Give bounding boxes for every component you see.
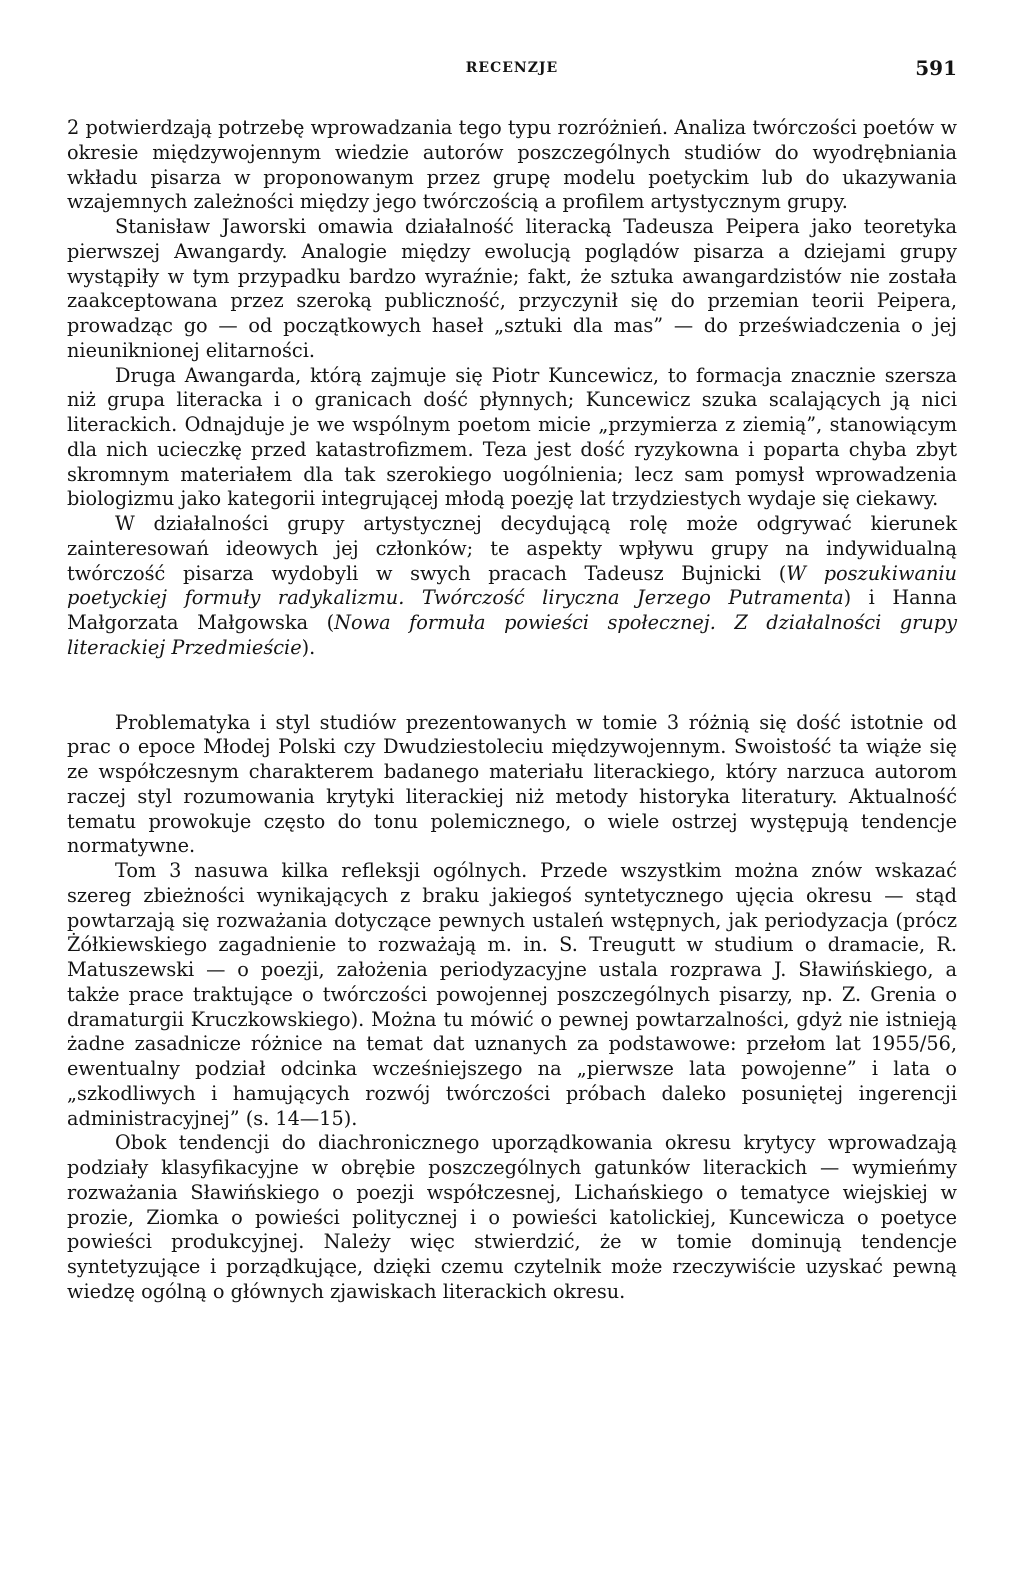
paragraph-3: Druga Awangarda, którą zajmuje się Piotr Kuncewicz, to formacja znacznie szersza niż grupa literacka i o granicach dość płynnych; Kuncewicz szuka scalających ją nici literackich. Odnajduje je we wspólnym poetom micie „przymierza z ziemią”, stanowiącym dla nich ucieczkę przed katastrofizmem. Teza jest dość ryzykowna i poparta chyba zbyt skromnym materiałem dla tak szerokiego uogólnienia; lecz sam pomysł wprowadzenia biologizmu jako kategorii integrującej młodą poezję lat trzydziestych wydaje się ciekawy. <box>67 363 957 511</box>
paragraph-4-text-a: W działalności grupy artystycznej decydującą rolę może odgrywać kierunek zainteresowań ideowych jej członków; te aspekty wpływu grupy na indywidualną twórczość pisarza wydobyli w swych pracach Tadeusz Bujnicki ( <box>67 512 957 585</box>
section-gap <box>67 661 957 711</box>
page-number: 591 <box>915 56 957 80</box>
paragraph-5: Problematyka i styl studiów prezentowanych w tomie 3 różnią się dość istotnie od prac o epoce Młodej Polski czy Dwudziestoleciu międzywojennym. Swoistość ta wiąże się ze współczesnym charakterem badanego materiału literackiego, który narzuca autorom raczej styl rozumowania krytyki literackiej niż metody historyka literatury. Aktualność tematu prowokuje często do tonu polemicznego, o wiele ostrzej występują tendencje normatywne. <box>67 710 957 858</box>
paragraph-4 <box>67 512 957 661</box>
paragraph-2: Stanisław Jaworski omawia działalność literacką Tadeusza Peipera jako teoretyka pierwszej Awangardy. Analogie między ewolucją poglądów pisarza a dziejami grupy wystąpiły w tym przypadku bardzo wyraźnie; fakt, że sztuka awangardzistów nie została zaakceptowana przez szeroką publiczność, przyczynił się do przemian teorii Peipera, prowadząc go — od początkowych haseł „sztuki dla mas” — do przeświadczenia o jej nieuniknionej elitarności. <box>67 215 957 362</box>
paragraph-7: Obok tendencji do diachronicznego uporządkowania okresu krytycy wprowadzają podziały klasyfikacyjne w obrębie poszczególnych gatunków literackich — wymieńmy rozważania Sławińskiego o poezji współczesnej, Lichańskiego o tematyce wiejskiej w prozie, Ziomka o powieści politycznej i o powieści katolickiej, Kuncewicza o poetyce powieści produkcyjnej. Należy więc stwierdzić, że w tomie dominują tendencje syntetyzujące i porządkujące, dzięki czemu czytelnik może rzeczywiście uzyskać pewną wiedzę ogólną o głównych zjawiskach literackich okresu. <box>67 1131 957 1303</box>
work-title-malgowska: Nowa formuła powieści społecznej. Z działalności grupy literackiej Przedmieście <box>67 611 957 659</box>
running-head: RECENZJE <box>465 60 559 76</box>
work-title-bujnicki: W poszukiwaniu poetyckiej formuły radykalizmu. Twórczość liryczna Jerzego Putramenta <box>67 561 957 610</box>
paragraph-6: Tom 3 nasuwa kilka refleksji ogólnych. Przede wszystkim można znów wskazać szereg zbieżności wynikających z braku jakiegoś syntetycznego ujęcia okresu — stąd powtarzają się rozważania dotyczące pewnych ustaleń wstępnych, jak periodyzacja (prócz Żółkiewskiego zagadnienie to rozważają m. in. S. Treugutt w studium o dramacie, R. Matuszewski — o poezji, założenia periodyzacyjne ustala rozprawa J. Sławińskiego, a także prace traktujące o twórczości powojennej poszczególnych pisarzy, np. Z. Grenia o dramaturgii Kruczkowskiego). Można tu mówić o pewnej powtarzalności, gdyż nie istnieją żadne zasadnicze różnice na temat dat uznanych za podstawowe: przełom lat 1955/56, ewentualny podział odcinka wcześniejszego na „pierwsze lata powojenne” i lata o „szkodliwych i hamujących rozwój twórczości próbach daleko posuniętej ingerencji administracyjnej” (s. 14—15). <box>67 859 957 1130</box>
paragraph-1: 2 potwierdzają potrzebę wprowadzania tego typu rozróżnień. Analiza twórczości poetów w okresie międzywojennym wiedzie autorów poszczególnych studiów do wyodrębniania wkładu pisarza w proponowanym przez grupę modelu poetyckim lub do ukazywania wzajemnych zależności między jego twórczością a profilem artystycznym grupy. <box>67 116 957 214</box>
article-body <box>67 116 957 1305</box>
paragraph-4-text-c: ). <box>301 635 316 659</box>
paragraph-4-text-b: ) i Hanna Małgorzata Małgowska ( <box>67 586 957 634</box>
page-header <box>67 56 957 84</box>
